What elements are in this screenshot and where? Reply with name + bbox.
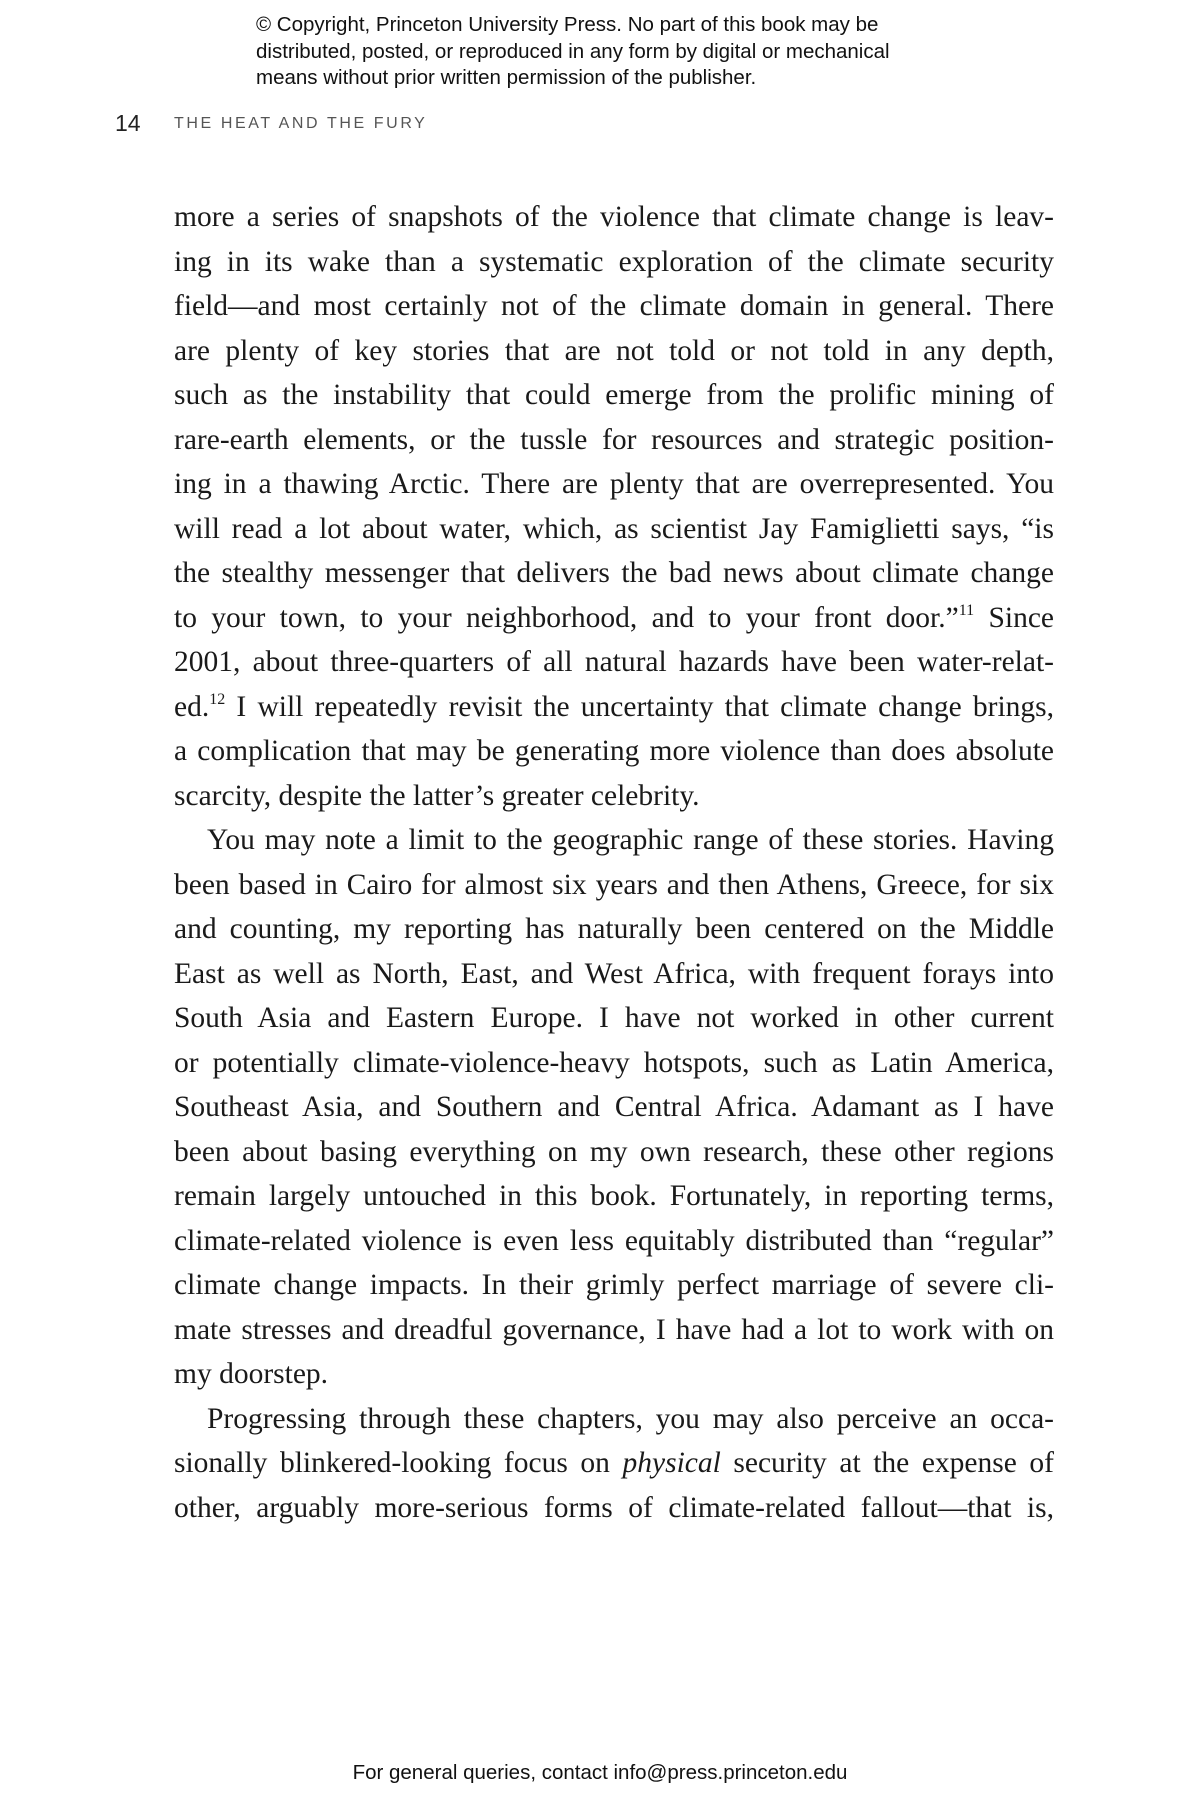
footnote-ref-11[interactable]: 11 xyxy=(958,601,975,619)
text-line: are plenty of key stories that are not told or not told in any depth, xyxy=(174,334,1054,367)
running-title: THE HEAT AND THE FURY xyxy=(174,115,428,132)
text-line: such as the instability that could emerge from the prolific mining of xyxy=(174,379,1054,411)
text-line xyxy=(174,685,1054,730)
text-line: You may note a limit to the geographic range of these stories. Having xyxy=(207,824,1054,856)
text-line: my doorstep. xyxy=(174,1358,329,1390)
text-line: rare-earth elements, or the tussle for resources and strategic position- xyxy=(174,423,1054,456)
copyright-line: © Copyright, Princeton University Press. No part of this book may be xyxy=(256,13,879,36)
text-line: climate change impacts. In their grimly perfect marriage of severe cli- xyxy=(174,1269,1054,1301)
text-line: scarcity, despite the latter’s greater celebrity. xyxy=(174,779,700,812)
text-line: a complication that may be generating more violence than does absolute xyxy=(174,735,1054,767)
text-line: ing in its wake than a systematic exploration of the climate security xyxy=(174,245,1054,278)
running-head xyxy=(115,108,915,138)
text-line: been about basing everything on my own research, these other regions xyxy=(174,1135,1054,1168)
paragraph xyxy=(174,195,1054,818)
text-line: 2001, about three-quarters of all natural hazards have been water-relat- xyxy=(174,646,1054,678)
text-segment: ed. xyxy=(174,690,210,723)
text-line: South Asia and Eastern Europe. I have not worked in other current xyxy=(174,1002,1054,1034)
text-segment: sionally blinkered-looking focus on xyxy=(174,1447,623,1479)
copyright-notice xyxy=(256,12,1016,92)
text-line: East as well as North, East, and West Africa, with frequent forays into xyxy=(174,957,1054,990)
paragraph xyxy=(174,818,1054,1397)
text-segment: Since xyxy=(974,601,1054,634)
text-line: Progressing through these chapters, you may also perceive an occa- xyxy=(207,1402,1054,1435)
text-line: mate stresses and dreadful governance, I have had a lot to work with on xyxy=(174,1313,1054,1346)
text-line: will read a lot about water, which, as scientist Jay Famiglietti says, “is xyxy=(174,512,1054,545)
text-line: been based in Cairo for almost six years and then Athens, Greece, for six xyxy=(174,868,1054,901)
text-line: the stealthy messenger that delivers the bad news about climate change xyxy=(174,557,1054,589)
text-segment: to your town, to your neighborhood, and to your front door.” xyxy=(174,601,959,634)
emphasis: physical xyxy=(622,1447,721,1479)
footer-contact xyxy=(0,1760,1200,1786)
text-line: Southeast Asia, and Southern and Central Africa. Adamant as I have xyxy=(174,1091,1054,1123)
text-line: ing in a thawing Arctic. There are plenty that are overrepresented. You xyxy=(174,468,1054,500)
footnote-ref-12[interactable]: 12 xyxy=(209,690,226,708)
text-line: climate-related violence is even less equitably distributed than “regular” xyxy=(174,1224,1054,1257)
copyright-line: distributed, posted, or reproduced in any form by digital or mechanical xyxy=(256,39,890,63)
copyright-line: means without prior written permission of the publisher. xyxy=(256,66,757,89)
body-text xyxy=(174,195,1054,1530)
text-line: remain largely untouched in this book. Fortunately, in reporting terms, xyxy=(174,1180,1054,1212)
text-line xyxy=(174,596,1054,641)
text-line xyxy=(174,1441,1054,1486)
text-line: and counting, my reporting has naturally been centered on the Middle xyxy=(174,913,1054,945)
page-number: 14 xyxy=(115,110,141,136)
text-line: more a series of snapshots of the violence that climate change is leav- xyxy=(174,201,1054,233)
paragraph xyxy=(174,1397,1054,1531)
text-line: field—and most certainly not of the climate domain in general. There xyxy=(174,290,1054,322)
footer-text: For general queries, contact info@press.princeton.edu xyxy=(352,1761,848,1784)
text-line: or potentially climate-violence-heavy hotspots, such as Latin America, xyxy=(174,1046,1054,1079)
text-segment: I will repeatedly revisit the uncertainty that climate change brings, xyxy=(225,690,1054,723)
text-segment: security at the expense of xyxy=(720,1447,1054,1479)
text-line: other, arguably more-serious forms of climate-related fallout—that is, xyxy=(174,1491,1054,1524)
